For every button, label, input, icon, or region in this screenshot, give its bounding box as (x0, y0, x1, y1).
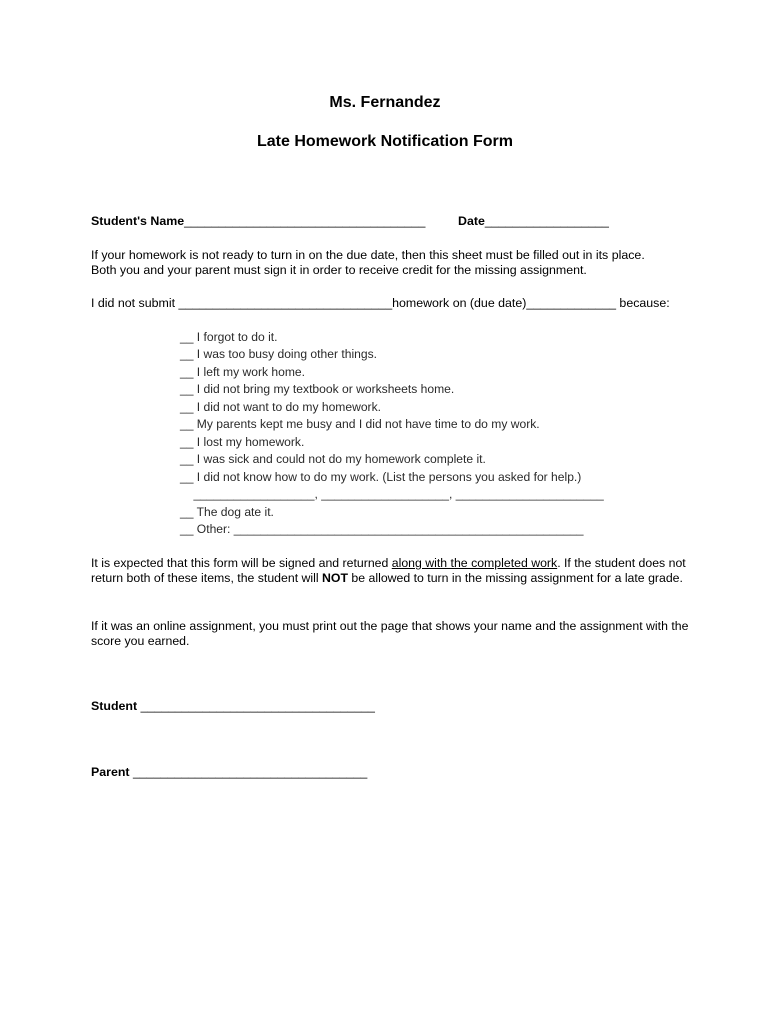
teacher-name: Ms. Fernandez (329, 94, 441, 111)
date-label: Date (458, 214, 485, 228)
reason-checkbox[interactable]: __ I left my work home. (180, 365, 306, 379)
reason-checkbox[interactable]: __ The dog ate it. (180, 505, 274, 519)
parent-signature-label: Parent (91, 765, 130, 779)
student-name-blank[interactable]: ___________________________________ (184, 214, 426, 228)
reason-checkbox[interactable]: __ I did not bring my textbook or worksheets home. (180, 382, 455, 396)
reason-checkbox[interactable]: __ I was too busy doing other things. (180, 347, 377, 361)
reason-checkbox[interactable]: __ I did not know how to do my work. (List the persons you asked for help.) (180, 470, 582, 484)
student-signature-field[interactable] (91, 699, 375, 714)
reason-checkbox[interactable]: __ I was sick and could not do my homework complete it. (180, 452, 486, 466)
date-field[interactable] (458, 214, 609, 229)
expectation-paragraph: It is expected that this form will be signed and returned along with the completed work. If the student does not return both of these items, the student will NOT be allowed to turn in the missing assignment for a late grade. (91, 556, 686, 585)
form-title: Late Homework Notification Form (256, 133, 514, 150)
student-name-label: Student's Name (91, 214, 185, 228)
intro-line-2: Both you and your parent must sign it in order to receive credit for the missing assignment. (91, 263, 587, 277)
reason-checkbox[interactable]: __ I forgot to do it. (180, 330, 278, 344)
emphasis-not: NOT (322, 571, 348, 585)
reason-other[interactable]: __ Other: ____________________________________________________ (180, 522, 584, 536)
reason-checkbox[interactable]: __ I lost my homework. (180, 435, 305, 449)
student-name-field[interactable] (91, 214, 425, 229)
student-signature-label: Student (91, 699, 138, 713)
underlined-phrase: along with the completed work (391, 556, 558, 570)
helper-names-blanks[interactable]: __________________, ___________________, ______________________ (180, 487, 604, 501)
parent-signature-field[interactable] (91, 765, 367, 780)
submit-line: I did not submit _______________________________homework on (due date)_____________ because: (91, 296, 670, 310)
online-note: If it was an online assignment, you must print out the page that shows your name and the assignment with the score you earned. (91, 619, 689, 648)
reason-checkbox[interactable]: __ My parents kept me busy and I did not have time to do my work. (180, 417, 540, 431)
date-blank[interactable]: __________________ (484, 214, 609, 228)
intro-line-1: If your homework is not ready to turn in on the due date, then this sheet must be filled out in its place. (91, 248, 645, 262)
student-signature-blank[interactable]: __________________________________ (137, 699, 375, 713)
reason-checkbox[interactable]: __ I did not want to do my homework. (180, 400, 381, 414)
parent-signature-blank[interactable]: __________________________________ (129, 765, 368, 779)
